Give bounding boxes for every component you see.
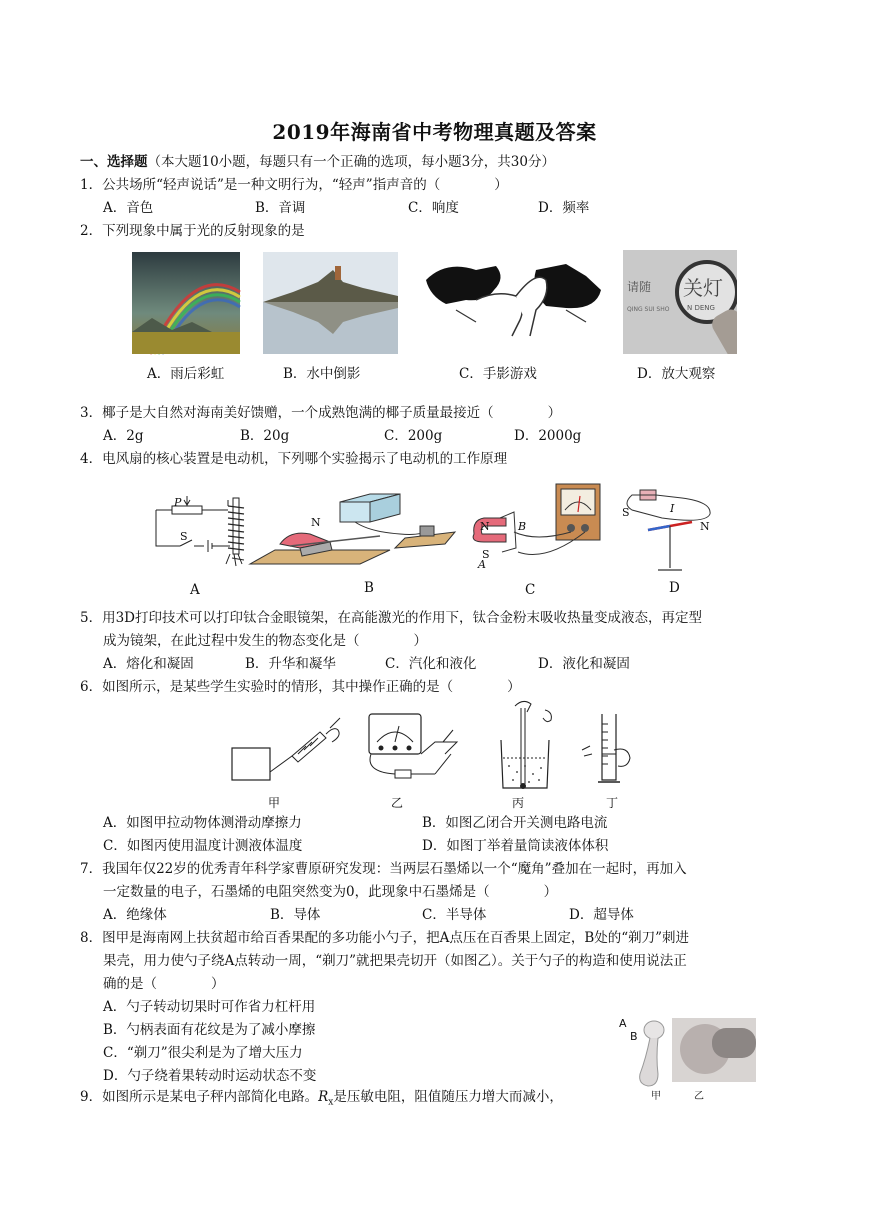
q5-option-d: D．液化和凝固 (538, 656, 630, 672)
sign-pinyin-left: QING SUI SHO (627, 306, 670, 313)
diagram-d-label-n: N (700, 520, 710, 533)
q9-stem-pre: 9．如图所示是某电子秤内部简化电路。 (80, 1089, 319, 1105)
q9-stem-post: 是压敏电阻，阻值随压力增大而减小， (333, 1089, 563, 1105)
page-title: 2019年海南省中考物理真题及答案 (272, 120, 597, 144)
q6-caption-jia: 甲 (268, 796, 281, 810)
diagram-c-label-a: A (478, 558, 486, 571)
pull-block-diagram (230, 706, 350, 782)
q5-option-a: A．熔化和凝固 (103, 656, 194, 672)
q1-option-d: D．频率 (538, 200, 590, 216)
hand-shadow-photo (416, 260, 608, 338)
sign-text-magnified: 关灯 (683, 276, 723, 300)
q6-option-c: C．如图丙使用温度计测液体温度 (103, 838, 303, 854)
diagram-c-label-b: B (518, 520, 527, 533)
q3-option-d: D．2000g (514, 428, 582, 444)
q1-option-b: B．音调 (255, 200, 306, 216)
question-8-stem-line-2: 果壳，用力使勺子绕A点转动一周，“剃刀”就把果壳切开（如图乙）。关于勺子的构造和使用说法正 (103, 953, 687, 969)
question-2-stem: 2．下列现象中属于光的反射现象的是 (80, 223, 305, 239)
sign-pinyin-right: N DENG (687, 304, 715, 312)
q6-option-b: B．如图乙闭合开关测电路电流 (422, 815, 608, 831)
q4-option-b: B (364, 580, 374, 596)
q2-option-b: B．水中倒影 (283, 366, 361, 382)
diagram-a-label-p: P (174, 496, 182, 509)
q3-option-a: A．2g (103, 428, 144, 444)
section-note: （本大题10小题，每题只有一个正确的选项，每小题3分，共30分） (147, 154, 555, 170)
question-8-stem-line-1: 8．图甲是海南网上扶贫超市给百香果配的多功能小勺子，把A点压在百香果上固定，B处的“剃刀”刺进 (80, 930, 690, 946)
diagram-a-label-s: S (180, 530, 188, 543)
reflection-photo (263, 252, 398, 354)
question-7-stem-line-1: 7．我国年仅22岁的优秀青年科学家曹原研究发现：当两层石墨烯以一个“魔角”叠加在一起时，再加入 (80, 861, 687, 877)
q5-option-b: B．升华和凝华 (245, 656, 336, 672)
diagram-c-label-n: N (480, 520, 490, 533)
question-5-stem-line-1: 5．用3D打印技术可以打印钛合金眼镜架，在高能激光的作用下，钛合金粉末吸收热量变成液态，再定型 (80, 610, 703, 626)
diagram-b-label-n: N (311, 516, 321, 529)
q1-option-c: C．响度 (408, 200, 459, 216)
question-4-stem: 4．电风扇的核心装置是电动机，下列哪个实验揭示了电动机的工作原理 (80, 451, 508, 467)
q6-caption-ding: 丁 (606, 796, 619, 810)
question-1-stem: 1．公共场所“轻声说话”是一种文明行为，“轻声”指声音的（ ） (80, 177, 508, 193)
motor-rails-diagram (270, 492, 460, 572)
measuring-cylinder-diagram (580, 710, 636, 790)
q3-option-b: B．20g (240, 428, 290, 444)
q6-caption-yi: 乙 (391, 796, 404, 810)
hand (712, 1028, 756, 1058)
section-heading: 一、选择题 (80, 154, 148, 170)
magnifier-photo (623, 250, 737, 354)
section-heading-line (80, 152, 555, 172)
question-8-stem-line-3: 确的是（ ） (103, 976, 225, 992)
q8-option-d: D．勺子绕着果转动时运动状态不变 (103, 1068, 317, 1084)
q8-option-a: A．勺子转动切果时可作省力杠杆用 (103, 999, 316, 1015)
q4-option-a: A (190, 582, 200, 598)
q3-option-c: C．200g (384, 428, 443, 444)
spoon-photo (628, 1018, 678, 1088)
q8-caption-jia: 甲 (651, 1091, 661, 1102)
diagram-c-label-s: S (482, 548, 490, 561)
q6-option-a: A．如图甲拉动物体测滑动摩擦力 (103, 815, 302, 831)
electromagnet-diagram (150, 492, 260, 572)
question-6-stem: 6．如图所示，是某些学生实验时的情形，其中操作正确的是（ ） (80, 679, 521, 695)
q7-option-c: C．半导体 (422, 907, 487, 923)
q6-option-d: D．如图丁举着量筒读液体体积 (422, 838, 609, 854)
q5-option-c: C．汽化和液化 (385, 656, 477, 672)
q1-option-a: A．音色 (103, 200, 154, 216)
sign-text-left: 请随 (627, 280, 652, 294)
question-5-stem-line-2: 成为镜架，在此过程中发生的物态变化是（ ） (103, 633, 427, 649)
spoon-label-a: A (619, 1017, 627, 1030)
q7-option-b: B．导体 (270, 907, 321, 923)
rainbow-photo (132, 252, 240, 354)
q4-option-c: C (525, 582, 536, 598)
ammeter-circuit-diagram (365, 712, 465, 784)
q2-option-d: D．放大观察 (637, 366, 716, 382)
q9-subscript: x (328, 1097, 334, 1108)
diagram-d-label-i: I (670, 502, 675, 515)
diagram-d-label-s: S (622, 506, 630, 519)
q8-option-b: B．勺柄表面有花纹是为了减小摩擦 (103, 1022, 316, 1038)
q2-option-a: A．雨后彩虹 (147, 366, 225, 382)
q9-symbol: R (318, 1089, 329, 1105)
q6-caption-bing: 丙 (512, 796, 525, 810)
q8-option-c: C．“剃刀”很尖利是为了增大压力 (103, 1045, 303, 1061)
cutting-fruit-photo (672, 1018, 756, 1082)
q8-caption-yi: 乙 (694, 1091, 704, 1102)
question-9-stem (80, 1087, 563, 1113)
q7-option-a: A．绝缘体 (103, 907, 167, 923)
question-7-stem-line-2: 一定数量的电子，石墨烯的电阻突然变为0，此现象中石墨烯是（ ） (103, 884, 558, 900)
thermometer-beaker-diagram (495, 700, 565, 792)
spoon-label-b: B (630, 1030, 638, 1043)
q2-option-c: C．手影游戏 (459, 366, 537, 382)
q7-option-d: D．超导体 (569, 907, 634, 923)
q4-option-d: D (669, 580, 680, 596)
question-3-stem: 3．椰子是大自然对海南美好馈赠，一个成熟饱满的椰子质量最接近（ ） (80, 405, 562, 421)
